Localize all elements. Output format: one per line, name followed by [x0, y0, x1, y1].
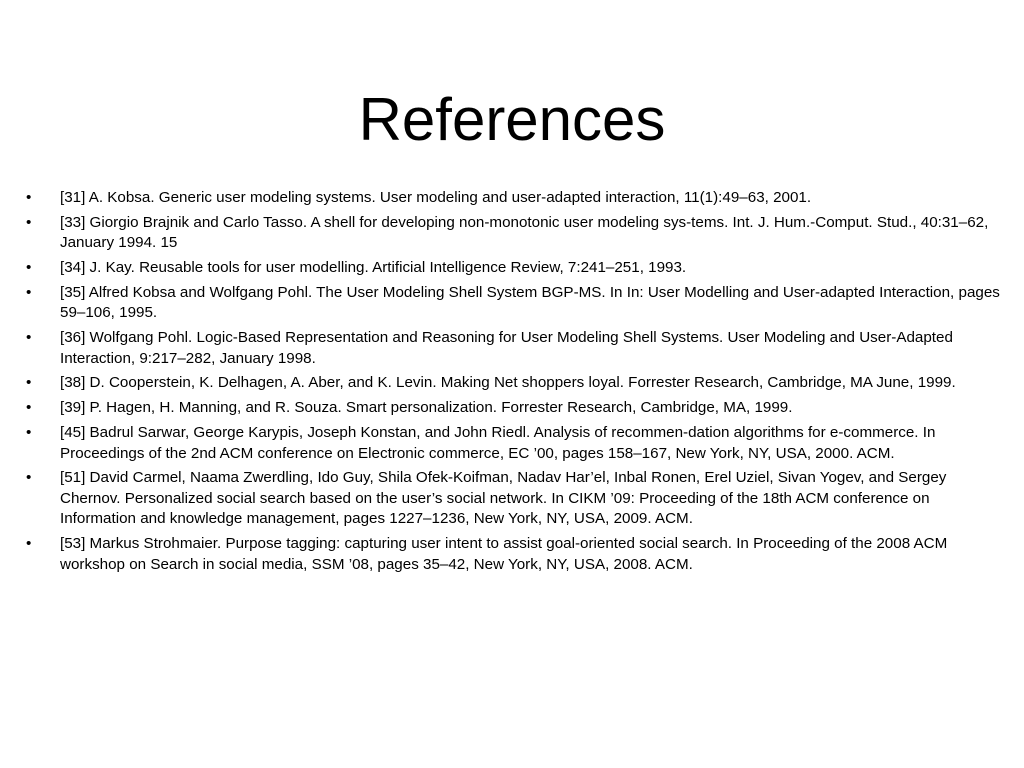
reference-text: [35] Alfred Kobsa and Wolfgang Pohl. The User Modeling Shell System BGP-MS. In In: User Modelling and User-adapted Interaction, pages 59–106, 1995. — [60, 283, 1000, 322]
reference-item — [26, 534, 1006, 575]
bullet-icon: • — [26, 213, 32, 231]
reference-text: [36] Wolfgang Pohl. Logic-Based Representation and Reasoning for User Modeling Shell Systems. User Modeling and User-Adapted Interaction, 9:217–282, January 1998. — [60, 329, 953, 367]
reference-text: [45] Badrul Sarwar, George Karypis, Joseph Konstan, and John Riedl. Analysis of recommen-dation algorithms for e-commerce. In Proceedings of the 2nd ACM conference on Electronic commerce, EC ’00, pages 158–167, New York, NY, USA, 2000. ACM. — [60, 424, 936, 462]
reference-item — [26, 328, 1006, 369]
reference-item — [26, 423, 1006, 464]
bullet-icon: • — [26, 469, 32, 487]
reference-text: [38] D. Cooperstein, K. Delhagen, A. Aber, and K. Levin. Making Net shoppers loyal. Forrester Research, Cambridge, MA June, 1999. — [60, 374, 956, 392]
reference-text: [33] Giorgio Brajnik and Carlo Tasso. A shell for developing non-monotonic user modeling sys-tems. Int. J. Hum.-Comput. Stud., 40:31–62, January 1994. 15 — [60, 213, 989, 252]
slide-title: References — [358, 86, 666, 153]
bullet-icon: • — [26, 283, 32, 301]
bullet-icon: • — [26, 535, 32, 553]
bullet-icon: • — [26, 329, 32, 347]
reference-item — [26, 213, 1006, 254]
bullet-icon: • — [26, 374, 32, 392]
reference-text: [51] David Carmel, Naama Zwerdling, Ido Guy, Shila Ofek-Koifman, Nadav Har’el, Inbal Ronen, Erel Uziel, Sivan Yogev, and Sergey Chernov. Personalized social search based on the user’s social network. In CIKM ’09: Proceeding of the 18th ACM conference on Information and knowledge management, pages 1227–1236, New York, NY, USA, 2009. ACM. — [60, 469, 947, 528]
bullet-icon: • — [26, 424, 32, 442]
reference-text: [34] J. Kay. Reusable tools for user modelling. Artificial Intelligence Review, 7:241–251, 1993. — [60, 259, 687, 277]
reference-item — [26, 188, 1006, 209]
reference-text: [53] Markus Strohmaier. Purpose tagging: capturing user intent to assist goal-oriented social search. In Proceeding of the 2008 ACM workshop on Search in social media, SSM ’08, pages 35–42, New York, NY, USA, 2008. ACM. — [60, 535, 948, 573]
bullet-icon: • — [26, 189, 32, 206]
reference-list — [26, 188, 1006, 579]
reference-text: [39] P. Hagen, H. Manning, and R. Souza. Smart personalization. Forrester Research, Cambridge, MA, 1999. — [60, 399, 793, 417]
reference-item — [26, 258, 1006, 279]
reference-item — [26, 373, 1006, 394]
bullet-icon: • — [26, 259, 32, 277]
reference-item — [26, 468, 1006, 530]
bullet-icon: • — [26, 399, 32, 417]
reference-text: [31] A. Kobsa. Generic user modeling systems. User modeling and user-adapted interaction, 11(1):49–63, 2001. — [60, 189, 812, 206]
reference-item — [26, 283, 1006, 324]
reference-item — [26, 398, 1006, 419]
